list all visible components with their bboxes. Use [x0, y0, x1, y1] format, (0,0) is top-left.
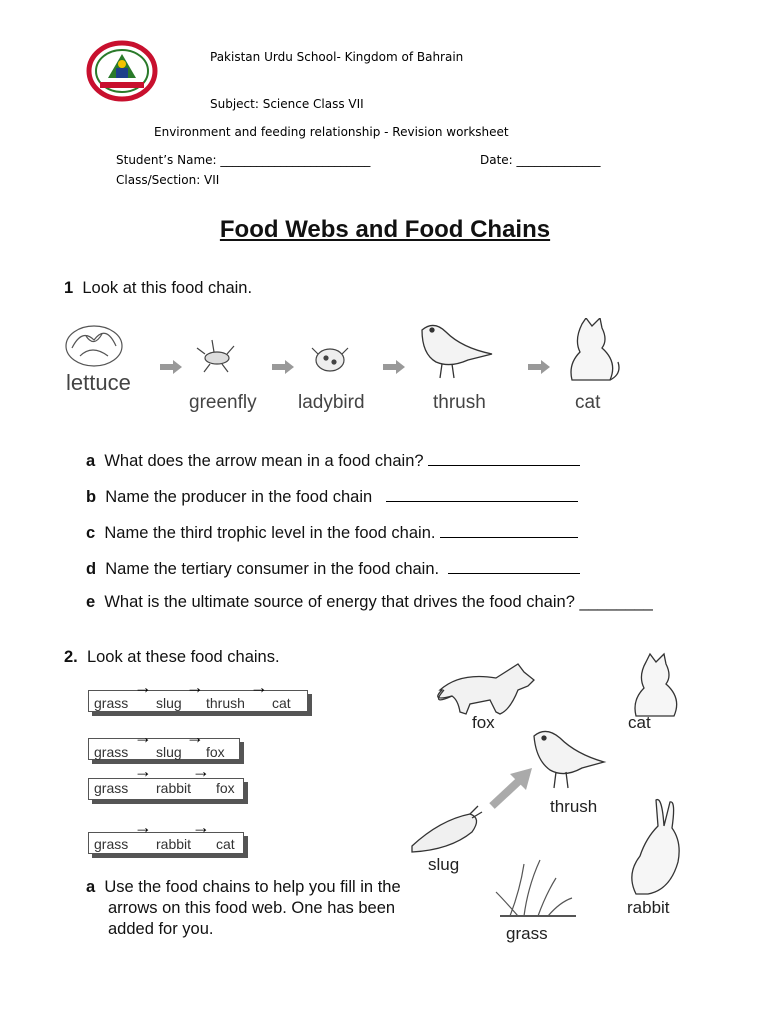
- q2a-line-3: added for you.: [108, 920, 214, 938]
- chain3-arrow-icon: →: [192, 761, 210, 781]
- q1d-answer-line[interactable]: [448, 559, 580, 574]
- chain-label-cat: cat: [575, 392, 601, 413]
- school-name: Pakistan Urdu School- Kingdom of Bahrain: [210, 50, 464, 64]
- q2a: [86, 877, 401, 940]
- q2a-line-2: arrows on this food web. One has been: [108, 899, 396, 917]
- chain-arrow-2-icon: [272, 360, 294, 374]
- q1d-text: Name the tertiary consumer in the food chain.: [105, 560, 440, 578]
- chain4-item: grass: [94, 836, 129, 852]
- chain3-item: rabbit: [156, 780, 192, 796]
- web-thrush-icon: [534, 731, 604, 788]
- chain4-arrow-icon: →: [134, 817, 152, 837]
- q1c-text: Name the third trophic level in the food chain.: [104, 524, 436, 542]
- cat-icon: [571, 318, 619, 380]
- q1c: [86, 523, 578, 543]
- q2a-letter: a: [86, 878, 96, 896]
- chain4-item: rabbit: [156, 836, 192, 852]
- q2-text: Look at these food chains.: [86, 648, 280, 666]
- web-label-slug: slug: [428, 855, 460, 874]
- q1e-text: What is the ultimate source of energy that drives the food chain? ________: [104, 593, 653, 611]
- q2-number: 2.: [64, 648, 78, 666]
- q1b-letter: b: [86, 488, 97, 506]
- chain2-item: fox: [206, 744, 225, 760]
- chain1-item: slug: [156, 695, 182, 711]
- chain4-arrow-icon: →: [192, 817, 210, 837]
- q1a: [86, 451, 580, 471]
- web-label-fox: fox: [472, 713, 495, 732]
- fox-icon: [438, 664, 534, 714]
- chain3-item: grass: [94, 780, 129, 796]
- chain1-arrow-icon: →: [186, 677, 204, 697]
- thrush-icon: [422, 325, 492, 378]
- grass-icon: [496, 860, 576, 916]
- chain-arrow-4-icon: [528, 360, 550, 374]
- ladybird-icon: [312, 348, 348, 371]
- q1a-answer-line[interactable]: [428, 451, 580, 466]
- date-field: Date: ______________: [480, 153, 601, 167]
- web-cat-icon: [635, 654, 677, 716]
- q1b: [86, 487, 578, 507]
- web-label-thrush: thrush: [550, 797, 598, 816]
- school-logo: [86, 40, 158, 102]
- chain-label-thrush: thrush: [433, 392, 486, 413]
- chain-label-greenfly: greenfly: [189, 392, 257, 413]
- q1-prompt: [64, 279, 252, 298]
- web-drawn-arrow-icon: [492, 768, 532, 806]
- chain4-item: cat: [216, 836, 235, 852]
- chain2-arrow-icon: →: [134, 727, 152, 747]
- lettuce-icon: [66, 326, 122, 366]
- web-label-grass: grass: [506, 924, 548, 943]
- chain3-arrow-icon: →: [134, 761, 152, 781]
- chain2-item: grass: [94, 744, 129, 760]
- chain1-arrow-icon: →: [134, 677, 152, 697]
- q1d: [86, 559, 580, 579]
- web-label-rabbit: rabbit: [627, 898, 670, 917]
- student-name-field: Student’s Name: _________________________: [116, 153, 371, 167]
- q1-text: Look at this food chain.: [82, 279, 253, 297]
- chain2-arrow-icon: →: [186, 727, 204, 747]
- topic-line: Environment and feeding relationship - Revision worksheet: [154, 125, 509, 139]
- chain2-item: slug: [156, 744, 182, 760]
- q2a-line-1: Use the food chains to help you fill in the: [104, 878, 401, 896]
- web-label-cat: cat: [628, 713, 651, 732]
- q1e-letter: e: [86, 593, 96, 611]
- rabbit-icon: [632, 800, 679, 894]
- q1e: [86, 593, 653, 612]
- q1a-letter: a: [86, 452, 96, 470]
- chain1-item: thrush: [206, 695, 245, 711]
- food-chain-illustration: [62, 318, 622, 390]
- chain-arrow-1-icon: [160, 360, 182, 374]
- q1-number: 1: [64, 279, 74, 297]
- subject-line: Subject: Science Class VII: [210, 97, 364, 111]
- q1a-text: What does the arrow mean in a food chain?: [104, 452, 424, 470]
- worksheet-title: Food Webs and Food Chains: [219, 216, 551, 243]
- greenfly-icon: [197, 340, 234, 372]
- chain3-item: fox: [216, 780, 235, 796]
- chain-label-lettuce: lettuce: [66, 370, 131, 395]
- q1c-letter: c: [86, 524, 96, 542]
- q1b-answer-line[interactable]: [386, 487, 578, 502]
- chain1-arrow-icon: →: [250, 677, 268, 697]
- chain1-item: grass: [94, 695, 129, 711]
- class-section: Class/Section: VII: [116, 173, 220, 187]
- q1d-letter: d: [86, 560, 97, 578]
- chain1-item: cat: [272, 695, 291, 711]
- q1b-text: Name the producer in the food chain: [105, 488, 373, 506]
- slug-icon: [412, 806, 482, 852]
- q2-prompt: [64, 648, 280, 667]
- food-web-illustration: [400, 650, 730, 940]
- q1c-answer-line[interactable]: [440, 523, 578, 538]
- chain-label-ladybird: ladybird: [298, 392, 365, 413]
- chain-arrow-3-icon: [383, 360, 405, 374]
